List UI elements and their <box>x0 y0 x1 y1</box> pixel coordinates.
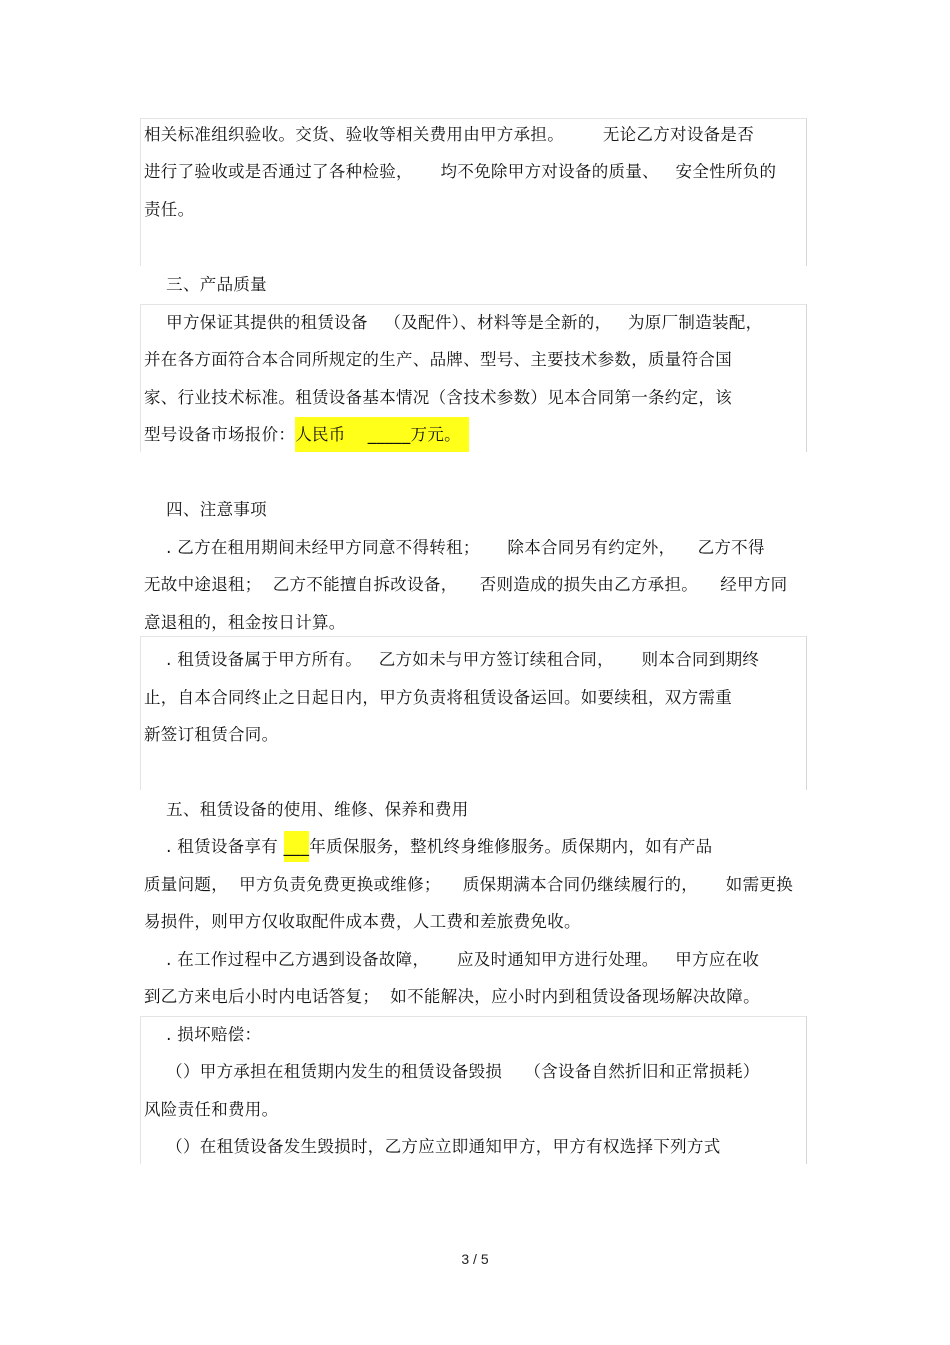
text-line: 易损件，则甲方仅收取配件成本费，人工费和差旅费免收。 <box>144 912 581 931</box>
section-heading: 五、租赁设备的使用、维修、保养和费用 <box>144 800 469 819</box>
text-line: 意退租的，租金按日计算。 <box>144 613 346 632</box>
text-line: （）在租赁设备发生毁损时，乙方应立即通知甲方，甲方有权选择下列方式 <box>144 1137 721 1156</box>
text-line: 质量问题， 甲方负责免费更换或维修； 质保期满本合同仍继续履行的， 如需更换 <box>144 875 793 894</box>
text-line: 并在各方面符合本合同所规定的生产、品牌、型号、主要技术参数，质量符合国 <box>144 350 732 369</box>
section-heading: 三、产品质量 <box>144 275 267 294</box>
text-line: 进行了验收或是否通过了各种检验， 均不免除甲方对设备的质量、 安全性所负的 <box>144 162 777 181</box>
text-line: . 乙方在租用期间未经甲方同意不得转租； 除本合同另有约定外， 乙方不得 <box>144 538 765 557</box>
text-line: 新签订租赁合同。 <box>144 725 279 744</box>
text-line: . 在工作过程中乙方遇到设备故障， 应及时通知甲方进行处理。 甲方应在收 <box>144 950 760 969</box>
text-line: 止，自本合同终止之日起日内，甲方负责将租赁设备运回。如要续租，双方需重 <box>144 688 732 707</box>
text-line: 风险责任和费用。 <box>144 1100 279 1119</box>
highlighted-price: 人民币 _____万元。 <box>295 417 469 452</box>
text-line: 到乙方来电后小时内电话答复； 如不能解决，应小时内到租赁设备现场解决故障。 <box>144 987 760 1006</box>
text-line: 家、行业技术标准。租赁设备基本情况（含技术参数）见本合同第一条约定，该 <box>144 388 732 407</box>
text-segment: . 租赁设备享有 <box>144 837 284 856</box>
text-line <box>144 837 712 857</box>
text-line: 甲方保证其提供的租赁设备 （及配件）、材料等是全新的， 为原厂制造装配， <box>144 313 763 332</box>
text-line: 责任。 <box>144 200 195 219</box>
highlighted-years: ___ <box>284 831 310 862</box>
text-line: 相关标准组织验收。交货、验收等相关费用由甲方承担。 无论乙方对设备是否 <box>144 125 755 144</box>
section-heading: 四、注意事项 <box>144 500 267 519</box>
text-line: 无故中途退租； 乙方不能擅自拆改设备， 否则造成的损失由乙方承担。 经甲方同 <box>144 575 788 594</box>
text-line <box>144 425 469 445</box>
text-segment: 型号设备市场报价： <box>144 425 296 444</box>
text-line: . 损坏赔偿： <box>144 1025 262 1044</box>
text-segment: 年质保服务，整机终身维修服务。质保期内，如有产品 <box>309 837 713 856</box>
text-line: . 租赁设备属于甲方所有。 乙方如未与甲方签订续租合同， 则本合同到期终 <box>144 650 760 669</box>
page-number: 3 / 5 <box>461 1251 489 1267</box>
text-line: （）甲方承担在租赁期内发生的租赁设备毁损 （含设备自然折旧和正常损耗） <box>144 1062 760 1081</box>
